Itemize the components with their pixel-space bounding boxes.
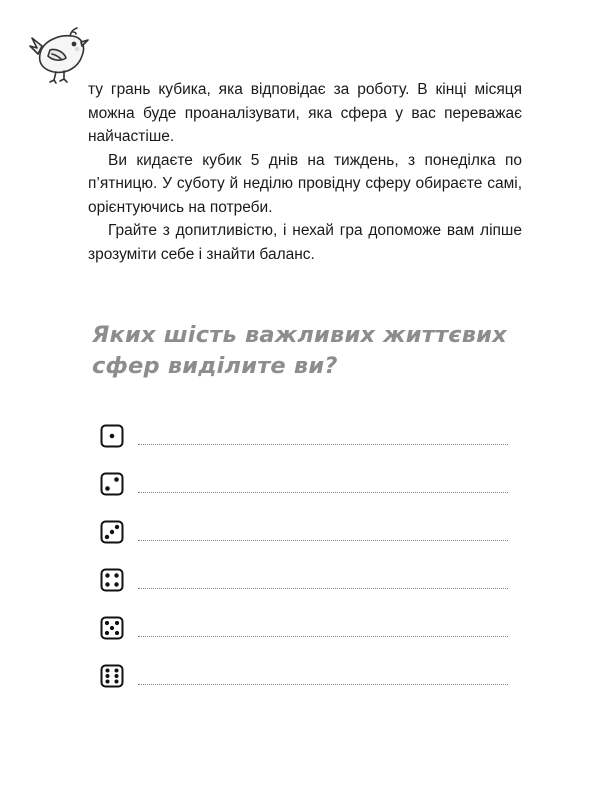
- answer-row-6: [100, 664, 512, 712]
- paragraph-continuation: ту грань кубика, яка відповідає за роботу. В кінці місяця можна буде проаналізувати, яка сфера у вас переважає найчастіше.: [88, 81, 522, 145]
- body-text: [88, 78, 522, 266]
- answer-row-3: [100, 520, 512, 568]
- die-two-icon: [100, 472, 124, 496]
- answer-row-4: [100, 568, 512, 616]
- answer-line-5[interactable]: [138, 636, 508, 637]
- die-six-icon: [100, 664, 124, 688]
- answer-row-1: [100, 424, 512, 472]
- answer-line-3[interactable]: [138, 540, 508, 541]
- answer-line-4[interactable]: [138, 588, 508, 589]
- paragraph-closing: Грайте з допитливістю, і нехай гра допоможе вам ліпше зрозуміти себе і знайти баланс.: [88, 222, 522, 263]
- die-five-icon: [100, 616, 124, 640]
- answer-line-2[interactable]: [138, 492, 508, 493]
- die-one-icon: [100, 424, 124, 448]
- answer-row-5: [100, 616, 512, 664]
- answer-line-6[interactable]: [138, 684, 508, 685]
- bird-icon: [28, 24, 92, 88]
- question-heading: Яких шість важливих життєвих сфер виділите ви?: [92, 322, 507, 379]
- answer-list: [100, 424, 512, 712]
- answer-line-1[interactable]: [138, 444, 508, 445]
- paragraph-dice-rules: Ви кидаєте кубик 5 днів на тиждень, з понеділка по п’ятницю. У суботу й неділю провідну сферу обираєте самі, орієнтуючись на потреби.: [88, 151, 522, 216]
- die-three-icon: [100, 520, 124, 544]
- answer-row-2: [100, 472, 512, 520]
- die-four-icon: [100, 568, 124, 592]
